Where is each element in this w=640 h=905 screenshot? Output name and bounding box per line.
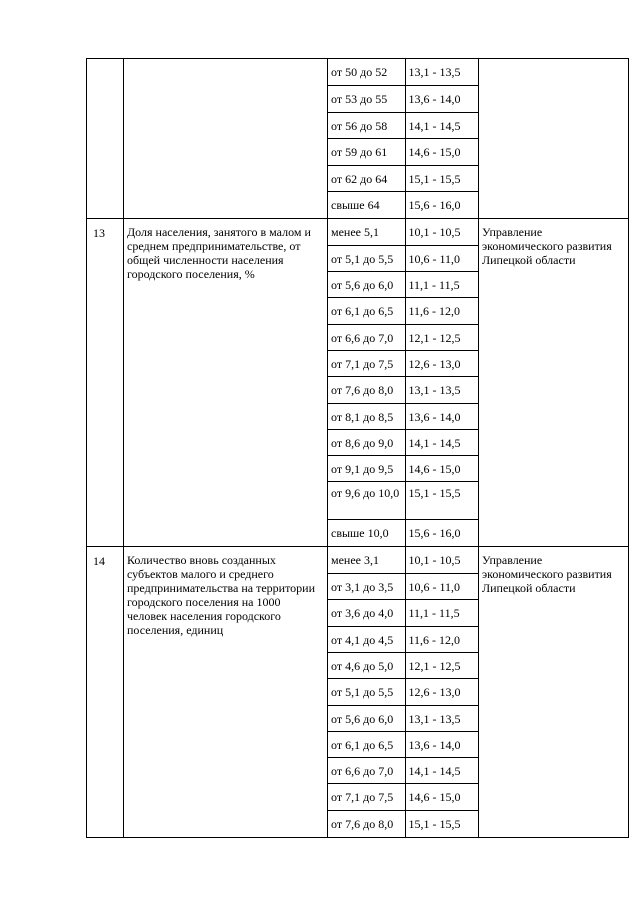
score-range: 11,6 - 12,0 <box>405 298 478 324</box>
scale-row <box>328 626 478 652</box>
scale-cell <box>328 219 479 547</box>
indicator-name <box>124 59 328 219</box>
value-range: от 8,6 до 9,0 <box>328 429 405 455</box>
value-range: от 5,1 до 5,5 <box>328 245 405 271</box>
responsible-org: Управление экономического развития Липецкой области <box>479 547 629 837</box>
scale-row <box>328 272 478 298</box>
score-range: 12,6 - 13,0 <box>405 350 478 376</box>
scale-row <box>328 574 478 600</box>
score-range: 10,6 - 11,0 <box>405 574 478 600</box>
score-range: 13,1 - 13,5 <box>405 705 478 731</box>
scale-row <box>328 219 478 245</box>
score-range: 14,6 - 15,0 <box>405 456 478 482</box>
scale-row <box>328 165 478 192</box>
score-range: 11,6 - 12,0 <box>405 626 478 652</box>
scale-table <box>328 547 478 836</box>
scale-cell <box>328 59 479 219</box>
score-range: 14,1 - 14,5 <box>405 429 478 455</box>
indicator-number: 13 <box>87 219 124 547</box>
indicator-name: Количество вновь созданных субъектов малого и среднего предпринимательства на территории городского поселения на 1000 человек населения городского поселения, единиц <box>124 547 328 837</box>
scale-row <box>328 324 478 350</box>
scale-row <box>328 731 478 757</box>
value-range: от 5,6 до 6,0 <box>328 705 405 731</box>
score-range: 14,6 - 15,0 <box>405 139 478 166</box>
score-range: 11,1 - 11,5 <box>405 272 478 298</box>
scale-row <box>328 377 478 403</box>
scale-table <box>328 219 478 546</box>
value-range: от 6,1 до 6,5 <box>328 731 405 757</box>
value-range: от 7,1 до 7,5 <box>328 350 405 376</box>
value-range: от 3,6 до 4,0 <box>328 600 405 626</box>
score-range: 13,1 - 13,5 <box>408 65 461 79</box>
value-range: от 5,6 до 6,0 <box>328 272 405 298</box>
scale-row <box>328 652 478 678</box>
indicator-row-13 <box>87 219 629 547</box>
scale-row <box>328 456 478 482</box>
value-range: от 7,6 до 8,0 <box>328 810 405 836</box>
scale-row <box>328 810 478 836</box>
scale-row <box>328 429 478 455</box>
value-range: от 50 до 52 <box>328 59 405 86</box>
scale-row <box>328 482 478 520</box>
value-range: свыше 10,0 <box>328 520 405 546</box>
scale-row <box>328 679 478 705</box>
score-range: 15,1 - 15,5 <box>405 810 478 836</box>
responsible-org: Управление экономического развития Липецкой области <box>479 219 629 547</box>
value-range: от 4,6 до 5,0 <box>328 652 405 678</box>
score-range: 15,1 - 15,5 <box>405 482 478 520</box>
scale-row <box>328 139 478 166</box>
score-range: 13,6 - 14,0 <box>405 403 478 429</box>
score-range: 14,6 - 15,0 <box>405 784 478 810</box>
score-range: 13,1 - 13,5 <box>405 377 478 403</box>
scale-row <box>328 350 478 376</box>
score-range: 15,6 - 16,0 <box>405 192 478 219</box>
value-range: от 53 до 55 <box>328 86 405 113</box>
score-range: 10,1 - 10,5 <box>408 225 461 239</box>
value-range: свыше 64 <box>328 192 405 219</box>
indicator-name: Доля населения, занятого в малом и среднем предпринимательстве, от общей численности населения городского поселения, % <box>124 219 328 547</box>
value-range: от 5,1 до 5,5 <box>328 679 405 705</box>
score-range: 10,1 - 10,5 <box>408 553 461 568</box>
indicator-table <box>86 58 629 838</box>
scale-row <box>328 403 478 429</box>
scale-row <box>328 520 478 546</box>
score-range: 11,1 - 11,5 <box>405 600 478 626</box>
value-range: менее 5,1 <box>328 219 405 245</box>
score-range: 14,1 - 14,5 <box>405 112 478 139</box>
value-range: от 9,1 до 9,5 <box>328 456 405 482</box>
responsible-org <box>479 59 629 219</box>
scale-row <box>328 112 478 139</box>
score-range: 12,1 - 12,5 <box>405 652 478 678</box>
value-range: от 6,1 до 6,5 <box>328 298 405 324</box>
scale-row <box>328 86 478 113</box>
score-range: 10,6 - 11,0 <box>405 245 478 271</box>
value-range: от 9,6 до 10,0 <box>328 482 405 520</box>
score-range: 15,1 - 15,5 <box>405 165 478 192</box>
scale-row <box>328 758 478 784</box>
indicator-number: 14 <box>87 547 124 837</box>
scale-row <box>328 59 478 86</box>
value-range: от 7,1 до 7,5 <box>328 784 405 810</box>
scale-table <box>328 59 478 218</box>
indicator-number <box>87 59 124 219</box>
value-range: от 7,6 до 8,0 <box>328 377 405 403</box>
value-range: от 6,6 до 7,0 <box>328 758 405 784</box>
value-range: от 4,1 до 4,5 <box>328 626 405 652</box>
score-range: 13,6 - 14,0 <box>405 86 478 113</box>
scale-row <box>328 600 478 626</box>
scale-row <box>328 245 478 271</box>
score-range: 12,6 - 13,0 <box>405 679 478 705</box>
scale-row <box>328 547 478 573</box>
score-range: 14,1 - 14,5 <box>405 758 478 784</box>
value-range: от 59 до 61 <box>328 139 405 166</box>
indicator-row-continued <box>87 59 629 219</box>
score-range: 13,6 - 14,0 <box>405 731 478 757</box>
value-range: от 8,1 до 8,5 <box>328 403 405 429</box>
value-range: от 3,1 до 3,5 <box>328 574 405 600</box>
scale-row <box>328 192 478 219</box>
scale-cell <box>328 547 479 837</box>
value-range: от 56 до 58 <box>328 112 405 139</box>
indicator-row-14 <box>87 547 629 837</box>
score-range: 15,6 - 16,0 <box>405 520 478 546</box>
value-range: менее 3,1 <box>328 547 405 573</box>
scale-row <box>328 298 478 324</box>
score-range: 12,1 - 12,5 <box>405 324 478 350</box>
value-range: от 6,6 до 7,0 <box>328 324 405 350</box>
scale-row <box>328 784 478 810</box>
value-range: от 62 до 64 <box>328 165 405 192</box>
scale-row <box>328 705 478 731</box>
